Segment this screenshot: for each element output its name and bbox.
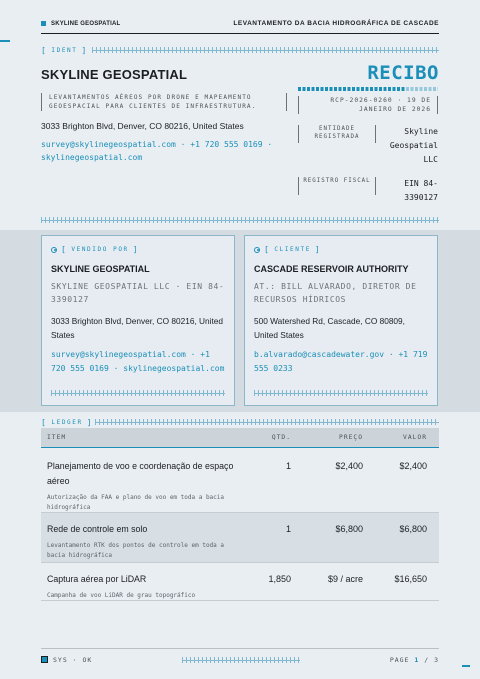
client-attention: AT.: BILL ALVARADO, DIRETOR DE RECURSOS HÍDRICOS bbox=[254, 282, 417, 304]
column-price: PREÇO bbox=[339, 434, 363, 441]
company-contact[interactable]: survey@skylinegeospatial.com · +1 720 555 0169 · skylinegeospatial.com bbox=[41, 140, 273, 162]
client-tag: [ CLIENTE ] bbox=[254, 245, 428, 254]
sold-by-tag-label: VENDIDO POR bbox=[71, 246, 129, 253]
brand-name: SKYLINE GEOSPATIAL bbox=[51, 20, 121, 27]
company-tagline: LEVANTAMENTOS AÉREOS POR DRONE E MAPEAMENTO GEOESPACIAL PARA CLIENTES DE INFRAESTRUTURA. bbox=[41, 93, 287, 111]
status-square-icon bbox=[41, 656, 48, 663]
row-description: Autorização da FAA e plano de voo em toda a bacia hidrográfica bbox=[47, 494, 225, 511]
page-current: 1 bbox=[414, 655, 420, 664]
seller-contact[interactable]: survey@skylinegeospatial.com · +1 720 555 0169 · skylinegeospatial.com bbox=[51, 350, 225, 373]
row-price: $6,800 bbox=[335, 524, 363, 534]
table-row bbox=[41, 450, 439, 513]
document-title: LEVANTAMENTO DA BACIA HIDROGRÁFICA DE CASCADE bbox=[233, 20, 439, 27]
client-contact[interactable]: b.alvarado@cascadewater.gov · +1 719 555 0233 bbox=[254, 350, 428, 373]
system-status-text: SYS · OK bbox=[53, 655, 93, 664]
client-address: 500 Watershed Rd, Cascade, CO 80809, United States bbox=[254, 316, 405, 340]
ledger-tag-label: LEDGER bbox=[51, 419, 83, 426]
ledger-ruler bbox=[95, 419, 439, 425]
brand-square-icon bbox=[41, 21, 46, 26]
page-label: PAGE bbox=[389, 655, 410, 664]
company-address: 3033 Brighton Blvd, Denver, CO 80216, United States bbox=[41, 121, 244, 131]
row-qty: 1 bbox=[285, 461, 291, 471]
column-qty: QTD. bbox=[271, 434, 291, 441]
page-total: 3 bbox=[434, 655, 439, 664]
registered-entity-label: ENTIDADE REGISTRADA bbox=[298, 125, 376, 143]
ident-ruler bbox=[92, 47, 439, 53]
registered-entity-value: Skyline Geospatial LLC bbox=[389, 127, 438, 164]
ident-tag-label: IDENT bbox=[51, 47, 78, 54]
system-status bbox=[41, 656, 92, 664]
row-total: $6,800 bbox=[399, 524, 427, 534]
card-ruler bbox=[51, 390, 225, 396]
corner-marker bbox=[462, 665, 470, 667]
card-ruler bbox=[254, 390, 428, 396]
sold-by-card bbox=[41, 235, 235, 406]
client-name: CASCADE RESERVOIR AUTHORITY bbox=[254, 264, 409, 274]
row-price: $9 / acre bbox=[327, 574, 363, 584]
row-total: $2,400 bbox=[399, 461, 427, 471]
margin-marker bbox=[0, 40, 10, 42]
tax-registration bbox=[298, 177, 438, 205]
client-tag-label: CLIENTE bbox=[274, 246, 311, 253]
table-row bbox=[41, 563, 439, 601]
row-title: Captura aérea por LiDAR bbox=[47, 574, 147, 584]
target-icon bbox=[254, 247, 260, 253]
table-row bbox=[41, 513, 439, 563]
target-icon bbox=[51, 247, 57, 253]
seller-name: SKYLINE GEOSPATIAL bbox=[51, 264, 150, 274]
row-description: Levantamento RTK dos pontos de controle em toda a bacia hidrográfica bbox=[47, 542, 225, 559]
sold-by-tag: [ VENDIDO POR ] bbox=[51, 245, 225, 254]
row-title: Rede de controle em solo bbox=[47, 524, 148, 534]
row-description: Campanha de voo LiDAR de grau topográfico bbox=[47, 592, 196, 599]
tax-registration-label: REGISTRO FISCAL bbox=[298, 177, 376, 195]
ledger-tag: [ LEDGER ] bbox=[41, 418, 94, 427]
tax-registration-value: EIN 84-3390127 bbox=[404, 179, 438, 202]
row-qty: 1,850 bbox=[268, 574, 291, 584]
row-price: $2,400 bbox=[335, 461, 363, 471]
registered-entity bbox=[298, 125, 438, 167]
seller-address: 3033 Brighton Blvd, Denver, CO 80216, United States bbox=[51, 316, 224, 340]
row-title: Planejamento de voo e coordenação de espaço aéreo bbox=[47, 461, 234, 486]
receipt-title: RECIBO bbox=[367, 62, 439, 84]
row-qty: 1 bbox=[285, 524, 291, 534]
row-total: $16,650 bbox=[394, 574, 427, 584]
page-indicator bbox=[390, 656, 439, 664]
section-ruler bbox=[41, 217, 439, 223]
top-bar bbox=[41, 14, 439, 34]
receipt-number-date: RCP-2026-0260 · 19 DE JANEIRO DE 2026 bbox=[298, 96, 438, 114]
seller-legal: SKYLINE GEOSPATIAL LLC · EIN 84-3390127 bbox=[51, 282, 225, 304]
company-name: SKYLINE GEOSPATIAL bbox=[41, 67, 188, 82]
column-item: ITEM bbox=[47, 434, 67, 441]
column-total: VALOR bbox=[403, 434, 427, 441]
ident-tag: [ IDENT ] bbox=[41, 46, 88, 55]
brand bbox=[41, 21, 120, 27]
receipt-dotted-bar bbox=[298, 87, 438, 91]
client-card bbox=[244, 235, 438, 406]
ledger-header bbox=[41, 428, 439, 448]
footer-ruler bbox=[182, 657, 300, 663]
page-separator: / bbox=[424, 655, 430, 664]
footer bbox=[41, 648, 439, 670]
